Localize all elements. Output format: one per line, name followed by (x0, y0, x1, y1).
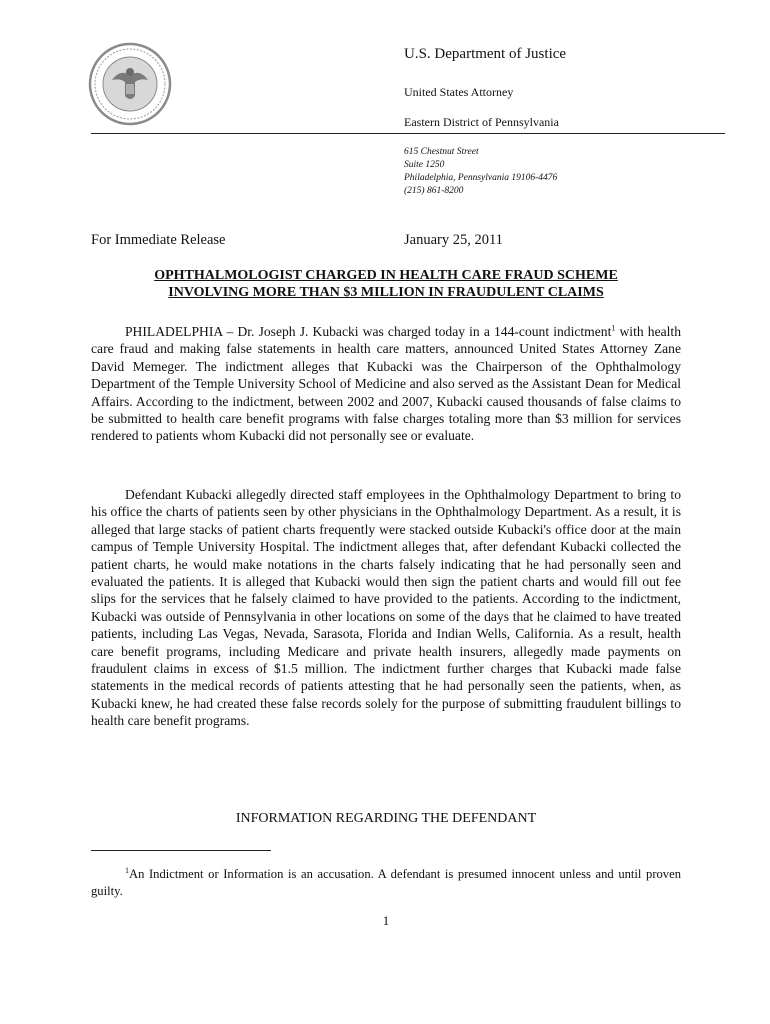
district-name: Eastern District of Pennsylvania (404, 115, 559, 129)
section-heading: INFORMATION REGARDING THE DEFENDANT (235, 811, 537, 826)
paragraph-2: Defendant Kubacki allegedly directed staff employees in the Ophthalmology Department to bring to his office the charts of patients seen by other physicians in the Ophthalmology Department. As a result, it is alleged that large stacks of patient charts frequently were stacked outside Kubacki's office door at the main campus of Temple University Hospital. The indictment alleges that, after defendant Kubacki collected the patient charts, he would make notations in the charts falsely indicating that he had personally seen and evaluated the patients. It is alleged that Kubacki would then sign the patient charts and would fill out fee slips for the services that he falsely claimed to have provided to the patients. According to the indictment, Kubacki was outside of Pennsylvania in other locations on some of the days that he claimed to have treated patients, including Las Vegas, Nevada, Sarasota, Florida and Indian Wells, California. As a result, health care benefit programs, including Medicare and private health insurers, allegedly made payments on fraudulent claims in excess of $1.5 million. The indictment further charges that Kubacki made false statements in the medical records of patients attesting that he had personally seen the patients, when, as Kubacki knew, he had created these false records solely for the purpose of submitting fraudulent billings to health care benefit programs. (91, 487, 681, 729)
address-suite: Suite 1250 (404, 160, 445, 170)
footnote-divider (91, 850, 271, 851)
release-label: For Immediate Release (91, 232, 226, 248)
headline-line-2: INVOLVING MORE THAN $3 MILLION IN FRAUDULENT CLAIMS (168, 285, 604, 300)
doj-seal-icon (88, 42, 172, 126)
page-number: 1 (382, 913, 390, 928)
footnote-ref: 1 (611, 323, 616, 333)
press-headline (91, 267, 681, 301)
paragraph-1-rest: with health care fraud and making false statements in health care matters, announced United States Attorney Zane David Memeger. The indictment alleges that Kubacki was the Chairperson of the Ophthalmology Department of the Temple University School of Medicine and also served as the Assistant Dean for Medical Affairs. According to the indictment, between 2002 and 2007, Kubacki caused thousands of false claims to be submitted to health care benefit programs with false charges totaling more than $3 million for services rendered to patients whom Kubacki did not personally see or evaluate. (91, 324, 681, 444)
headline-line-1: OPHTHALMOLOGIST CHARGED IN HEALTH CARE FRAUD SCHEME (154, 268, 618, 283)
address-city: Philadelphia, Pennsylvania 19106-4476 (404, 173, 558, 183)
address-street: 615 Chestnut Street (404, 147, 479, 157)
paragraph-1-start: PHILADELPHIA – Dr. Joseph J. Kubacki was charged today in a 144-count indictment (125, 324, 612, 339)
office-name: United States Attorney (404, 85, 514, 99)
header-divider (91, 133, 725, 134)
paragraph-1 (91, 323, 681, 445)
release-date: January 25, 2011 (404, 232, 503, 248)
address-phone: (215) 861-8200 (404, 186, 464, 196)
footnote-marker: 1 (125, 865, 129, 875)
office-address (404, 146, 557, 198)
footnote (91, 866, 681, 900)
footnote-text: An Indictment or Information is an accusation. A defendant is presumed innocent unless and until proven guilty. (91, 867, 681, 898)
agency-name: U.S. Department of Justice (404, 46, 567, 62)
